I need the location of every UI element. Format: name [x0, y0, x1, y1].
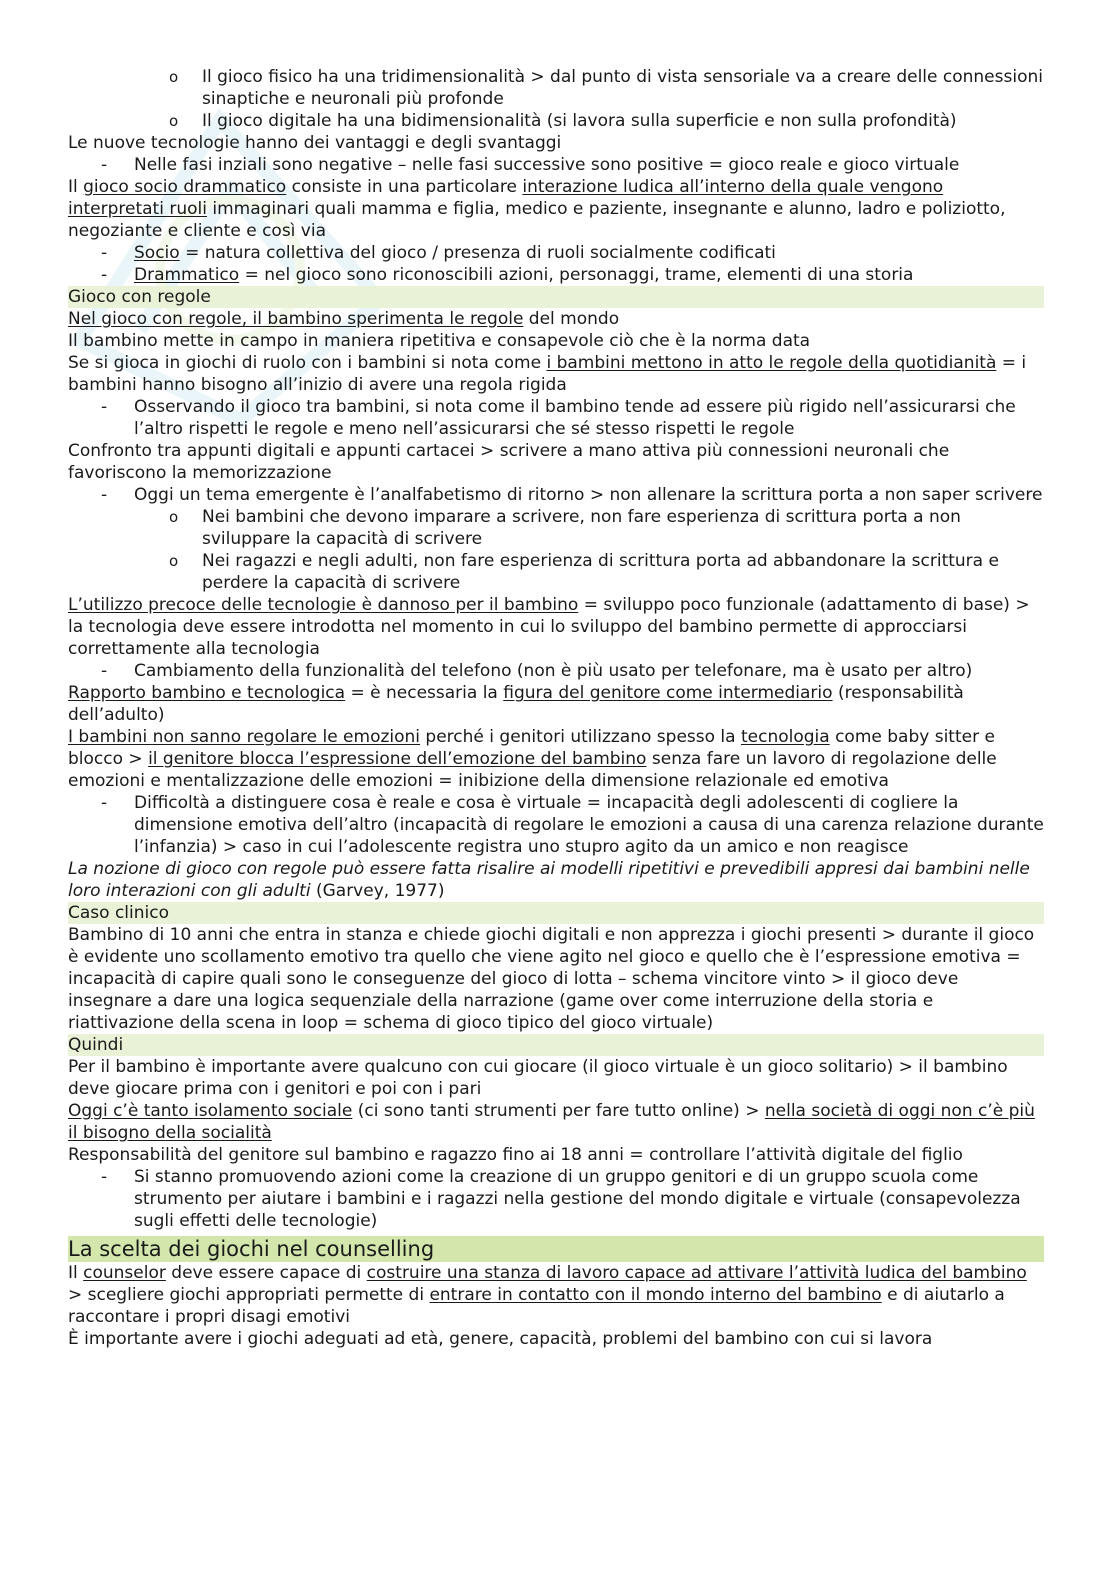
text-span: Il gioco fisico ha una tridimensionalità > dal punto di vista sensoriale va a creare delle connessioni sinaptiche e neuronali più profonde: [202, 67, 1043, 109]
bullet-item: [68, 396, 1044, 440]
underlined-text: L’utilizzo precoce delle tecnologie è dannoso per il bambino: [68, 595, 579, 615]
paragraph: [68, 682, 1044, 726]
text-span: Se si gioca in giochi di ruolo con i bambini si nota come: [68, 353, 547, 373]
text-span: Il: [68, 1263, 84, 1283]
paragraph: [68, 1100, 1044, 1144]
paragraph: [68, 330, 1044, 352]
bullet-item: [68, 660, 1044, 682]
text-span: Gioco con regole: [68, 287, 211, 307]
text-span: Responsabilità del genitore sul bambino e ragazzo fino ai 18 anni = controllare l’attività digitale del figlio: [68, 1145, 963, 1165]
section-heading: [68, 902, 1044, 924]
underlined-text: entrare in contatto con il mondo interno del bambino: [429, 1285, 882, 1305]
italic-text: La nozione di gioco con regole può essere fatta risalire ai modelli ripetitivi e prevedibili appresi dai bambini nelle loro interazioni con gli adulti: [68, 859, 1030, 901]
paragraph: [68, 858, 1044, 902]
bullet-item: [68, 484, 1044, 506]
bullet-item: [68, 154, 1044, 176]
major-heading: [68, 1236, 1044, 1262]
text-span: Il gioco digitale ha una bidimensionalità (si lavora sulla superficie e non sulla profondità): [202, 111, 957, 131]
text-span: Caso clinico: [68, 903, 169, 923]
underlined-text: I bambini non sanno regolare le emozioni: [68, 727, 421, 747]
bullet-item: [68, 242, 1044, 264]
paragraph: [68, 1056, 1044, 1100]
paragraph: [68, 924, 1044, 1034]
text-span: Oggi un tema emergente è l’analfabetismo di ritorno > non allenare la scrittura porta a non saper scrivere: [134, 485, 1043, 505]
text-span: perché i genitori utilizzano spesso la: [420, 727, 741, 747]
text-span: La scelta dei giochi nel counselling: [68, 1237, 435, 1261]
text-span: Difficoltà a distinguere cosa è reale e cosa è virtuale = incapacità degli adolescenti di cogliere la dimensione emotiva dell’altro (incapacità di regolare le emozioni a causa di una carenza relazione durante l’infanzia) > caso in cui l’adolescente registra uno stupro agito da un amico e non reagisce: [134, 793, 1044, 857]
paragraph: [68, 132, 1044, 154]
text-span: Osservando il gioco tra bambini, si nota come il bambino tende ad essere più rigido nell’assicurarsi che l’altro rispetti le regole e meno nell’assicurarsi che sé stesso rispetti le regole: [134, 397, 1016, 439]
text-span: Quindi: [68, 1035, 124, 1055]
underlined-text: nella società di oggi non c’è più il bisogno della socialità: [68, 1101, 1035, 1143]
text-span: Confronto tra appunti digitali e appunti cartacei > scrivere a mano attiva più connessioni neuronali che favoriscono la memorizzazione: [68, 441, 950, 483]
underlined-text: figura del genitore come intermediario: [503, 683, 833, 703]
paragraph: [68, 1144, 1044, 1166]
section-heading: [68, 286, 1044, 308]
underlined-text: tecnologia: [740, 727, 830, 747]
paragraph: [68, 594, 1044, 660]
sub-bullet-item: [68, 110, 1044, 132]
text-span: Si stanno promuovendo azioni come la creazione di un gruppo genitori e di un gruppo scuola come strumento per aiutare i bambini e i ragazzi nella gestione del mondo digitale e virtuale (consapevolezza sugli effetti delle tecnologie): [134, 1167, 1021, 1231]
underlined-text: i bambini mettono in atto le regole della quotidianità: [546, 353, 997, 373]
text-span: Il bambino mette in campo in maniera ripetitiva e consapevole ciò che è la norma data: [68, 331, 811, 351]
underlined-text: Socio: [134, 243, 180, 263]
sub-bullet-item: [68, 550, 1044, 594]
text-span: = nel gioco sono riconoscibili azioni, personaggi, trame, elementi di una storia: [239, 265, 914, 285]
underlined-text: interazione ludica all’interno della quale vengono interpretati ruoli: [68, 177, 944, 219]
paragraph: [68, 308, 1044, 330]
text-span: = sviluppo poco funzionale (adattamento di base) > la tecnologia deve essere introdotta nel momento in cui lo sviluppo del bambino permette di approcciarsi correttamente alla tecnologia: [68, 595, 1030, 659]
text-span: Bambino di 10 anni che entra in stanza e chiede giochi digitali e non apprezza i giochi presenti > durante il gioco è evidente uno scollamento emotivo tra quello che viene agito nel gioco e quello che è l’espressione emotiva = incapacità di capire quali sono le conseguenze del gioco di lotta – schema vincitore vinto > il gioco deve insegnare a dare una logica sequenziale della narrazione (game over come interruzione della storia e riattivazione della scena in loop = schema di gioco tipico del gioco virtuale): [68, 925, 1035, 1033]
section-heading: [68, 1034, 1044, 1056]
bullet-item: [68, 792, 1044, 858]
underlined-text: Oggi c’è tanto isolamento sociale: [68, 1101, 353, 1121]
paragraph: [68, 176, 1044, 242]
document-page: [68, 66, 1044, 1350]
underlined-text: Drammatico: [134, 265, 240, 285]
sub-bullet-item: [68, 66, 1044, 110]
text-span: del mondo: [523, 309, 620, 329]
text-span: = natura collettiva del gioco / presenza di ruoli socialmente codificati: [179, 243, 776, 263]
underlined-text: Nel gioco con regole, il bambino sperimenta le regole: [68, 309, 524, 329]
text-span: consiste in una particolare: [286, 177, 523, 197]
bullet-item: [68, 264, 1044, 286]
text-span: > scegliere giochi appropriati permette di: [68, 1285, 430, 1305]
text-span: immaginari quali mamma e figlia, medico e paziente, insegnante e alunno, ladro e poliziotto, negoziante e cliente e così via: [68, 199, 1006, 241]
paragraph: [68, 352, 1044, 396]
text-span: Il: [68, 177, 84, 197]
text-span: È importante avere i giochi adeguati ad età, genere, capacità, problemi del bambino con cui si lavora: [68, 1329, 933, 1349]
paragraph: [68, 440, 1044, 484]
text-span: Nei ragazzi e negli adulti, non fare esperienza di scrittura porta ad abbandonare la scrittura e perdere la capacità di scrivere: [202, 551, 999, 593]
text-span: senza fare un lavoro di regolazione delle emozioni e mentalizzazione delle emozioni = inibizione della dimensione relazionale ed emotiva: [68, 749, 997, 791]
paragraph: [68, 726, 1044, 792]
text-span: = i bambini hanno bisogno all’inizio di avere una regola rigida: [68, 353, 1027, 395]
text-span: Nei bambini che devono imparare a scrivere, non fare esperienza di scrittura porta a non sviluppare la capacità di scrivere: [202, 507, 961, 549]
underlined-text: costruire una stanza di lavoro capace ad attivare l’attività ludica del bambino: [366, 1263, 1027, 1283]
underlined-text: Rapporto bambino e tecnologica: [68, 683, 346, 703]
paragraph: [68, 1262, 1044, 1328]
text-span: e di aiutarlo a raccontare i propri disagi emotivi: [68, 1285, 1005, 1327]
text-span: Per il bambino è importante avere qualcuno con cui giocare (il gioco virtuale è un gioco solitario) > il bambino deve giocare prima con i genitori e poi con i pari: [68, 1057, 1008, 1099]
text-span: come baby sitter e blocco >: [68, 727, 995, 769]
text-span: deve essere capace di: [165, 1263, 367, 1283]
text-span: Cambiamento della funzionalità del telefono (non è più usato per telefonare, ma è usato per altro): [134, 661, 973, 681]
text-span: Nelle fasi inziali sono negative – nelle fasi successive sono positive = gioco reale e gioco virtuale: [134, 155, 960, 175]
text-span: (ci sono tanti strumenti per fare tutto online) >: [352, 1101, 765, 1121]
paragraph: [68, 1328, 1044, 1350]
underlined-text: gioco socio drammatico: [83, 177, 287, 197]
underlined-text: il genitore blocca l’espressione dell’emozione del bambino: [148, 749, 647, 769]
text-span: = è necessaria la: [345, 683, 504, 703]
text-span: (responsabilità dell’adulto): [68, 683, 964, 725]
underlined-text: counselor: [83, 1263, 166, 1283]
text-span: Le nuove tecnologie hanno dei vantaggi e degli svantaggi: [68, 133, 562, 153]
bullet-item: [68, 1166, 1044, 1232]
text-span: (Garvey, 1977): [310, 881, 445, 901]
sub-bullet-item: [68, 506, 1044, 550]
